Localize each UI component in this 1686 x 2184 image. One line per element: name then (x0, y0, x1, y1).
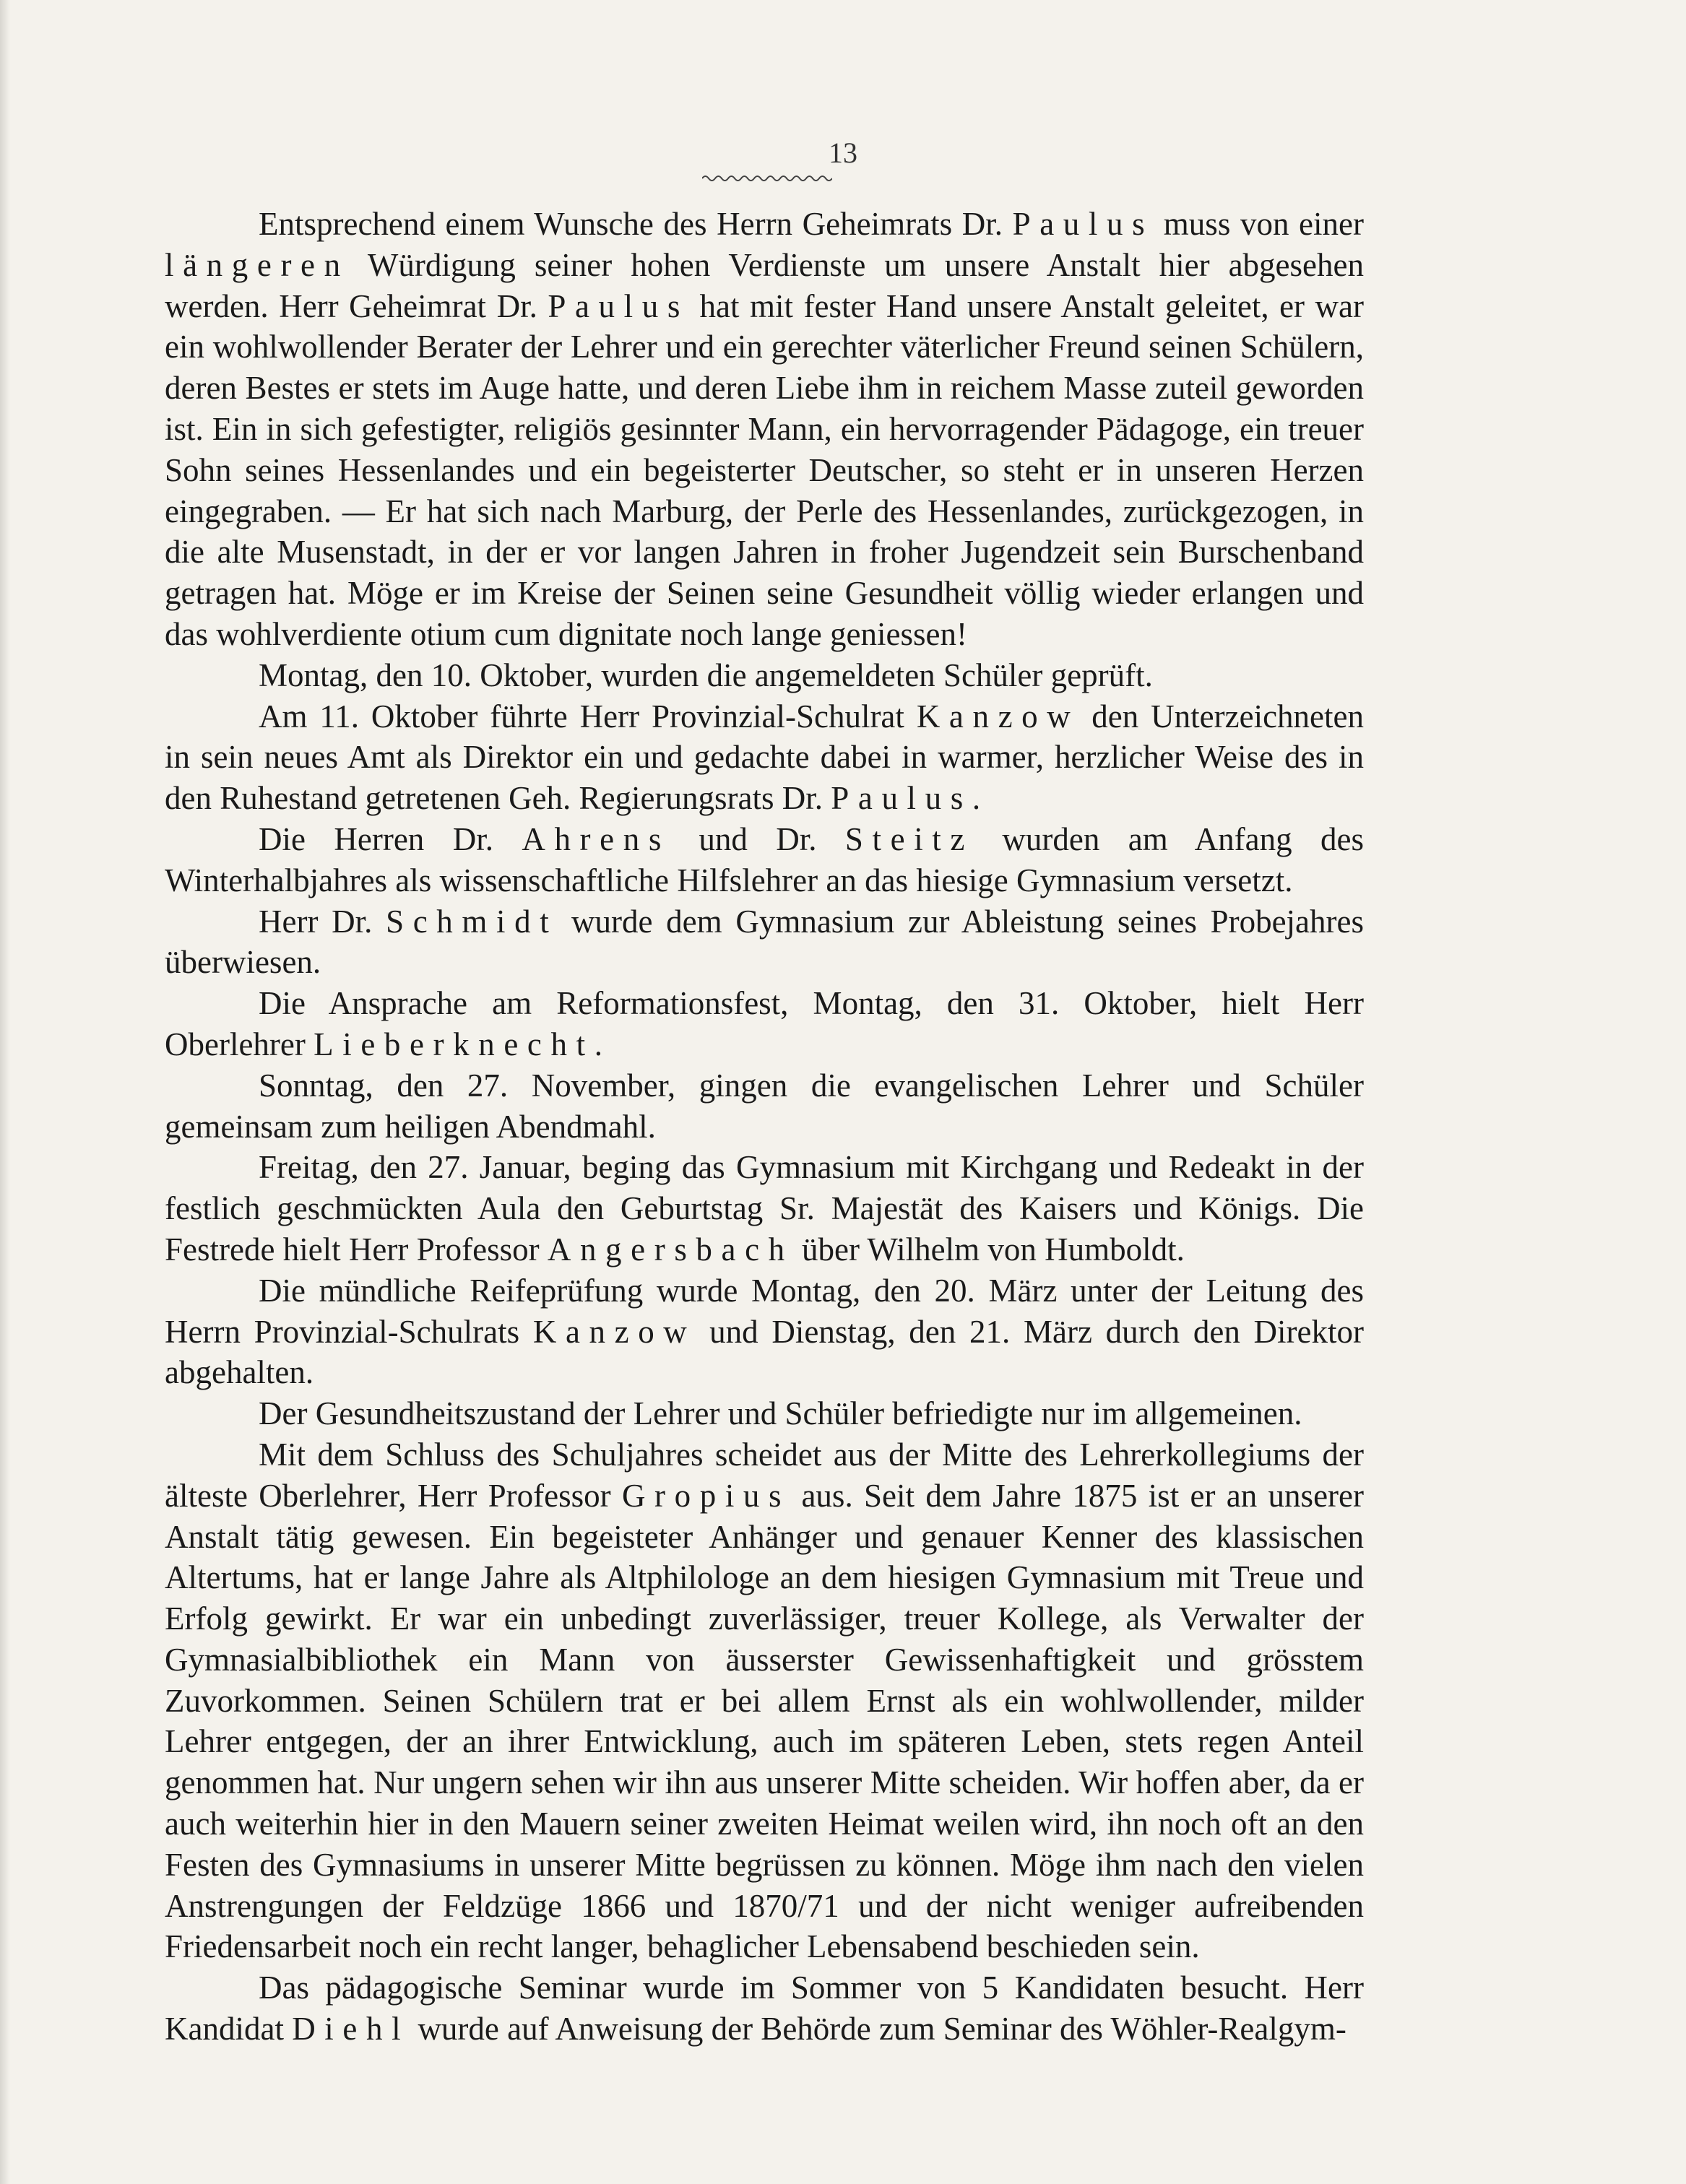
spaced-name: Angersbach (547, 1231, 794, 1268)
spaced-name: Diehl (292, 2011, 410, 2048)
paragraph-health: Der Gesundheitszustand der Lehrer und Schüler befriedigte nur im allgemeinen. (259, 1395, 1302, 1432)
paragraph-paulus-tribute: Entsprechend einem Wunsche des Herrn Geheimrats Dr. Paulus muss von einer längeren Würdigung seiner hohen Verdienste um unsere Anstalt hier abgesehen werden. Herr Geheimrat Dr. Paulus hat mit fester Hand unsere Anstalt geleitet, er war ein wohlwollender Berater der Lehrer und ein gerechter väterlicher Freund seinen Schülern, deren Bestes er stets im Auge hatte, und deren Liebe ihm in reichem Masse zuteil geworden ist. Ein in sich gefestigter, religiös gesinnter Mann, ein hervorragender Pädagoge, ein treuer Sohn seines Hessenlandes und ein begeisterter Deutscher, so steht er in unseren Herzen eingegraben. — Er hat sich nach Marburg, der Perle des Hessenlandes, zurückgezogen, in die alte Musenstadt, in der er vor langen Jahren in froher Jugendzeit sein Burschenband getragen hat. Möge er im Kreise der Seinen seine Gesundheit völlig wieder erlangen und das wohlverdiente otium cum dignitate noch lange geniessen! (165, 206, 1365, 652)
body-text (165, 204, 1364, 2050)
paragraph-oral-exam: Die mündliche Reifeprüfung wurde Montag, den 20. März unter der Leitung des Herrn Provinzial-Schulrats Kanzow und Dienstag, den 21. März durch den Direktor abgehalten. (165, 1272, 1364, 1391)
spaced-name: Paulus (548, 287, 689, 324)
paragraph-gropius-farewell: Mit dem Schluss des Schuljahres scheidet aus der Mitte des Lehrerkollegiums der älteste Oberlehrer, Herr Professor Gropius aus. Seit dem Jahre 1875 ist er an unserer Anstalt tätig gewesen. Ein begeisteter Anhänger und genauer Kenner des klassischen Altertums, hat er lange Jahre als Altphilologe an dem hiesigen Gymnasium mit Treue und Erfolg gewirkt. Er war ein unbedingt zuverlässiger, treuer Kollege, als Verwalter der Gymnasialbibliothek ein Mann von äusserster Gewissenhaftigkeit und grösstem Zuvorkommen. Seinen Schülern trat er bei allem Ernst als ein wohlwollender, milder Lehrer entgegen, der an ihrer Entwicklung, auch im späteren Leben, stets regen Anteil genommen hat. Nur ungern sehen wir ihn aus unserer Mitte scheiden. Wir hoffen aber, da er auch weiterhin hier in den Mauern seiner zweiten Heimat weilen wird, ihn noch oft an den Festen des Gymnasiums in unserer Mitte begrüssen zu können. Möge ihm nach den vielen Anstrengungen der Feldzüge 1866 und 1870/71 und der nicht weniger aufreibenden Friedensarbeit noch ein recht langer, behaglicher Lebensabend beschieden sein. (165, 1436, 1364, 1965)
spaced-name: Paulus (831, 780, 972, 817)
scan-edge-shadow (0, 0, 10, 2184)
paragraph-kaisers-birthday: Freitag, den 27. Januar, beging das Gymnasium mit Kirchgang und Redeakt in der festlich geschmückten Aula den Geburtstag Sr. Majestät des Kaisers und Königs. Die Festrede hielt Herr Professor Angersbach über Wilhelm von Humboldt. (165, 1149, 1364, 1268)
spaced-name: Schmidt (386, 903, 558, 940)
spaced-name: Kanzow (532, 1313, 696, 1350)
paragraph-probation-year: Herr Dr. Schmidt wurde dem Gymnasium zur Ableistung seines Probejahres überwiesen. (165, 903, 1364, 981)
spaced-name: Ahrens (522, 820, 670, 857)
paragraph-director-installation: Am 11. Oktober führte Herr Provinzial-Schulrat Kanzow den Unterzeichneten in sein neues Amt als Direktor ein und gedachte dabei in warmer, herzlicher Weise des in den Ruhestand getretenen Geh. Regierungsrats Dr. Paulus. (165, 698, 1365, 817)
paragraph-communion: Sonntag, den 27. November, gingen die evangelischen Lehrer und Schüler gemeinsam zum heiligen Abendmahl. (165, 1067, 1364, 1145)
header-ornament-rule (702, 173, 832, 183)
paragraph-new-teachers: Die Herren Dr. Ahrens und Dr. Steitz wurden am Anfang des Winterhalbjahres als wissenschaftliche Hilfslehrer an das hiesige Gymnasium versetzt. (165, 820, 1365, 898)
spaced-name: Paulus (1012, 206, 1154, 242)
page-number: 13 (829, 136, 857, 169)
spaced-name: Steitz (844, 820, 974, 857)
spaced-emphasis: längeren (165, 246, 350, 283)
paragraph-exam-date: Montag, den 10. Oktober, wurden die angemeldeten Schüler geprüft. (259, 656, 1153, 693)
spaced-name: Lieberknecht (314, 1026, 595, 1062)
paragraph-reformation-day: Die Ansprache am Reformationsfest, Montag, den 31. Oktober, hielt Herr Oberlehrer Lieberknecht. (165, 985, 1364, 1062)
paragraph-seminar: Das pädagogische Seminar wurde im Sommer von 5 Kandidaten besucht. Herr Kandidat Diehl wurde auf Anweisung der Behörde zum Seminar des Wöhler-Realgym- (165, 1970, 1364, 2048)
spaced-name: Kanzow (916, 698, 1080, 734)
spaced-name: Gropius (621, 1477, 791, 1514)
